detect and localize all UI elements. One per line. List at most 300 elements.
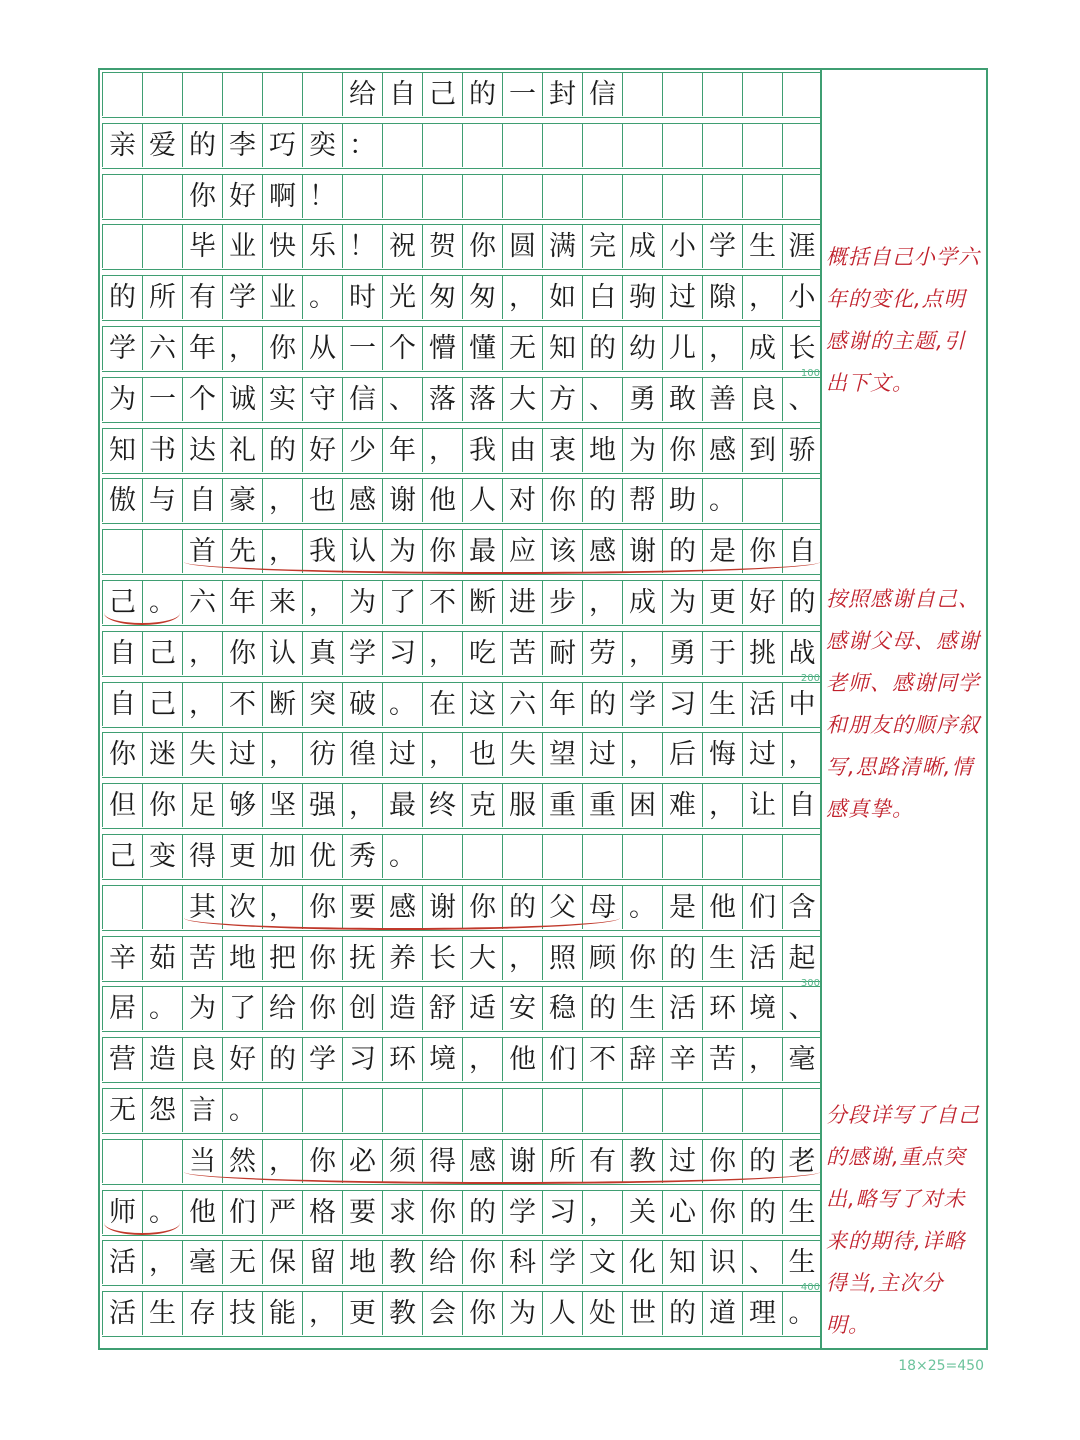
- grid-cell: 李: [222, 124, 262, 167]
- grid-row: [102, 1037, 822, 1083]
- grid-cell: 茹: [142, 937, 182, 980]
- grid-cell: 给: [262, 987, 302, 1030]
- grid-cell: 乐: [302, 225, 342, 268]
- grid-cell: 自: [182, 479, 222, 522]
- grid-cell: 好: [742, 581, 782, 624]
- grid-cell: 落: [422, 378, 462, 421]
- grid-cell: 创: [342, 987, 382, 1030]
- grid-cell: 挑: [742, 632, 782, 675]
- grid-cell: 生: [782, 1191, 822, 1234]
- grid-cell: 你: [462, 1292, 502, 1335]
- grid-cell: 加: [262, 835, 302, 878]
- grid-cell: 关: [622, 1191, 662, 1234]
- grid-cell: ，: [742, 1038, 782, 1081]
- grid-cell: [262, 1089, 302, 1132]
- grid-cell: 为: [102, 378, 142, 421]
- grid-cell: [782, 175, 822, 218]
- grid-cell: [222, 73, 262, 116]
- grid-cell: 得: [182, 835, 222, 878]
- grid-cell: 懂: [462, 327, 502, 370]
- grid-cell: [422, 835, 462, 878]
- grid-cell: 于: [702, 632, 742, 675]
- grid-cell: 地: [222, 937, 262, 980]
- grid-cell: 要: [342, 1191, 382, 1234]
- grid-cell: 断: [262, 683, 302, 726]
- grid-cell: 须: [382, 1140, 422, 1183]
- grid-cell: [702, 73, 742, 116]
- grid-cell: [462, 1089, 502, 1132]
- grid-cell: ，: [502, 937, 542, 980]
- grid-cell: [142, 175, 182, 218]
- grid-cell: [702, 175, 742, 218]
- grid-cell: 帮: [622, 479, 662, 522]
- grid-cell: 啊: [262, 175, 302, 218]
- grid-cell: 是: [662, 886, 702, 929]
- grid-cell: 心: [662, 1191, 702, 1234]
- grid-cell: 你: [222, 632, 262, 675]
- grid-cell: 步: [542, 581, 582, 624]
- grid-cell: 你: [302, 886, 342, 929]
- grid-cell: ，: [422, 429, 462, 472]
- grid-cell: ，: [262, 733, 302, 776]
- grid-cell: 照: [542, 937, 582, 980]
- char-count-marker: 200: [800, 672, 820, 684]
- grid-cell: 、: [742, 1241, 782, 1284]
- grid-cell: 生: [142, 1292, 182, 1335]
- grid-cell: ，: [182, 632, 222, 675]
- grid-cell: 贺: [422, 225, 462, 268]
- grid-cell: [102, 1140, 142, 1183]
- grid-cell: 自: [782, 530, 822, 573]
- grid-cell: [542, 175, 582, 218]
- grid-cell: 存: [182, 1292, 222, 1335]
- grid-cell: 有: [582, 1140, 622, 1183]
- grid-cell: 个: [182, 378, 222, 421]
- grid-cell: 年: [382, 429, 422, 472]
- grid-cell: [542, 835, 582, 878]
- grid-cell: 大: [462, 937, 502, 980]
- grid-cell: 不: [582, 1038, 622, 1081]
- grid-cell: [302, 1089, 342, 1132]
- grid-cell: 生: [742, 225, 782, 268]
- grid-cell: 失: [182, 733, 222, 776]
- grid-cell: 知: [102, 429, 142, 472]
- grid-cell: 格: [302, 1191, 342, 1234]
- grid-cell: 的: [102, 276, 142, 319]
- grid-cell: 你: [302, 937, 342, 980]
- grid-cell: 人: [462, 479, 502, 522]
- grid-cell: 难: [662, 784, 702, 827]
- grid-cell: 进: [502, 581, 542, 624]
- grid-cell: ，: [742, 276, 782, 319]
- grid-cell: 过: [662, 1140, 702, 1183]
- grid-cell: 光: [382, 276, 422, 319]
- grid-cell: [742, 479, 782, 522]
- grid-row: [102, 1190, 822, 1236]
- grid-cell: 环: [382, 1038, 422, 1081]
- grid-cell: 良: [742, 378, 782, 421]
- grid-cell: 在: [422, 683, 462, 726]
- grid-cell: 师: [102, 1191, 142, 1234]
- grid-cell: 习: [662, 683, 702, 726]
- grid-cell: [142, 530, 182, 573]
- grid-cell: 要: [342, 886, 382, 929]
- grid-cell: 一: [342, 327, 382, 370]
- grid-cell: ，: [422, 733, 462, 776]
- grid-cell: 的: [262, 1038, 302, 1081]
- grid-cell: 信: [342, 378, 382, 421]
- grid-cell: 学: [622, 683, 662, 726]
- grid-cell: 但: [102, 784, 142, 827]
- grid-cell: 勇: [662, 632, 702, 675]
- grid-cell: [582, 175, 622, 218]
- grid-cell: 落: [462, 378, 502, 421]
- grid-cell: [502, 835, 542, 878]
- grid-cell: [502, 124, 542, 167]
- grid-cell: 的: [582, 683, 622, 726]
- grid-cell: 处: [582, 1292, 622, 1335]
- grid-cell: 当: [182, 1140, 222, 1183]
- grid-cell: 我: [302, 530, 342, 573]
- grid-cell: 自: [102, 683, 142, 726]
- grid-cell: [542, 124, 582, 167]
- grid-cell: [462, 175, 502, 218]
- char-count-marker: 400: [800, 1282, 820, 1294]
- grid-cell: [582, 835, 622, 878]
- grid-cell: 活: [102, 1241, 142, 1284]
- grid-cell: [662, 835, 702, 878]
- grid-cell: 求: [382, 1191, 422, 1234]
- grid-cell: 。: [382, 835, 422, 878]
- grid-cell: 父: [542, 886, 582, 929]
- grid-cell: 助: [662, 479, 702, 522]
- grid-cell: 感: [702, 429, 742, 472]
- grid-cell: 适: [462, 987, 502, 1030]
- grid-cell: [142, 1140, 182, 1183]
- grid-cell: ，: [262, 479, 302, 522]
- grid-cell: 终: [422, 784, 462, 827]
- grid-cell: 所: [542, 1140, 582, 1183]
- grid-cell: [742, 175, 782, 218]
- grid-cell: 苦: [182, 937, 222, 980]
- grid-row: [102, 377, 822, 423]
- grid-cell: 过: [742, 733, 782, 776]
- grid-cell: 业: [262, 276, 302, 319]
- grid-cell: 巧: [262, 124, 302, 167]
- grid-cell: [702, 835, 742, 878]
- grid-row: [102, 783, 822, 829]
- grid-cell: 认: [262, 632, 302, 675]
- grid-cell: 习: [342, 1038, 382, 1081]
- grid-cell: 为: [382, 530, 422, 573]
- grid-cell: 感: [382, 886, 422, 929]
- grid-cell: ！: [342, 225, 382, 268]
- grid-cell: 们: [542, 1038, 582, 1081]
- grid-cell: ，: [702, 784, 742, 827]
- grid-cell: 从: [302, 327, 342, 370]
- grid-row: [102, 1291, 822, 1337]
- grid-cell: 你: [142, 784, 182, 827]
- grid-cell: 自: [782, 784, 822, 827]
- grid-cell: 真: [302, 632, 342, 675]
- grid-cell: [542, 1089, 582, 1132]
- grid-cell: 过: [582, 733, 622, 776]
- grid-cell: [622, 175, 662, 218]
- grid-cell: [662, 1089, 702, 1132]
- grid-cell: 自: [102, 632, 142, 675]
- grid-cell: 抚: [342, 937, 382, 980]
- grid-cell: 境: [422, 1038, 462, 1081]
- grid-cell: 他: [702, 886, 742, 929]
- grid-cell: 理: [742, 1292, 782, 1335]
- grid-cell: 学: [302, 1038, 342, 1081]
- grid-cell: ，: [622, 733, 662, 776]
- grid-cell: 文: [582, 1241, 622, 1284]
- grid-cell: 对: [502, 479, 542, 522]
- grid-cell: 次: [222, 886, 262, 929]
- grid-cell: 己: [142, 632, 182, 675]
- grid-cell: 你: [662, 429, 702, 472]
- grid-cell: 能: [262, 1292, 302, 1335]
- grid-row: [102, 275, 822, 321]
- margin-comment-1: 概括自己小学六年的变化,点明感谢的主题,引出下文。: [826, 245, 980, 395]
- grid-cell: 成: [622, 225, 662, 268]
- grid-cell: 六: [182, 581, 222, 624]
- grid-cell: 怨: [142, 1089, 182, 1132]
- grid-cell: 严: [262, 1191, 302, 1234]
- grid-cell: 己: [142, 683, 182, 726]
- grid-cell: 。: [782, 1292, 822, 1335]
- grid-cell: 克: [462, 784, 502, 827]
- grid-cell: ，: [622, 632, 662, 675]
- grid-size-note: 18×25=450: [898, 1358, 984, 1374]
- grid-cell: 儿: [662, 327, 702, 370]
- grid-cell: 含: [782, 886, 822, 929]
- grid-cell: 他: [502, 1038, 542, 1081]
- grid-cell: 够: [222, 784, 262, 827]
- grid-cell: 学: [102, 327, 142, 370]
- grid-cell: 习: [542, 1191, 582, 1234]
- grid-cell: 你: [302, 1140, 342, 1183]
- grid-cell: ，: [582, 581, 622, 624]
- grid-cell: 秀: [342, 835, 382, 878]
- grid-cell: 学: [502, 1191, 542, 1234]
- grid-cell: 学: [222, 276, 262, 319]
- grid-cell: 感: [462, 1140, 502, 1183]
- grid-cell: 。: [702, 479, 742, 522]
- grid-cell: 优: [302, 835, 342, 878]
- grid-cell: 小: [782, 276, 822, 319]
- grid-cell: 教: [382, 1241, 422, 1284]
- grid-cell: 你: [182, 175, 222, 218]
- grid-cell: ，: [582, 1191, 622, 1234]
- grid-row: [102, 174, 822, 220]
- grid-cell: 的: [782, 581, 822, 624]
- grid-cell: 的: [462, 1191, 502, 1234]
- grid-cell: 匆: [462, 276, 502, 319]
- grid-cell: 敢: [662, 378, 702, 421]
- grid-cell: 的: [502, 886, 542, 929]
- grid-cell: ，: [342, 784, 382, 827]
- grid-cell: 亲: [102, 124, 142, 167]
- grid-cell: 。: [142, 581, 182, 624]
- grid-cell: [782, 479, 822, 522]
- grid-cell: 起: [782, 937, 822, 980]
- grid-cell: 奕: [302, 124, 342, 167]
- grid-cell: 最: [382, 784, 422, 827]
- grid-cell: 生: [702, 937, 742, 980]
- grid-row: [102, 580, 822, 626]
- grid-cell: 辞: [622, 1038, 662, 1081]
- grid-cell: ，: [302, 581, 342, 624]
- margin-comment-3: 分段详写了自己的感谢,重点突出,略写了对未来的期待,详略得当,主次分明。: [826, 1103, 980, 1337]
- grid-cell: 诚: [222, 378, 262, 421]
- grid-cell: 生: [622, 987, 662, 1030]
- grid-cell: [422, 175, 462, 218]
- grid-cell: 更: [702, 581, 742, 624]
- grid-cell: 爱: [142, 124, 182, 167]
- grid-cell: 。: [142, 987, 182, 1030]
- grid-cell: 不: [222, 683, 262, 726]
- grid-cell: 迷: [142, 733, 182, 776]
- char-count-marker: 300: [800, 977, 820, 989]
- grid-cell: [462, 835, 502, 878]
- grid-cell: 满: [542, 225, 582, 268]
- grid-cell: 自: [382, 73, 422, 116]
- grid-cell: 时: [342, 276, 382, 319]
- grid-cell: 长: [422, 937, 462, 980]
- grid-cell: ，: [502, 276, 542, 319]
- grid-cell: 教: [622, 1140, 662, 1183]
- grid-cell: 失: [502, 733, 542, 776]
- grid-cell: 为: [182, 987, 222, 1030]
- grid-cell: ，: [142, 1241, 182, 1284]
- grid-cell: 的: [582, 479, 622, 522]
- grid-cell: ，: [182, 683, 222, 726]
- grid-cell: ，: [222, 327, 262, 370]
- grid-cell: 辛: [662, 1038, 702, 1081]
- margin-comment-2: 按照感谢自己、感谢父母、感谢老师、感谢同学和朋友的顺序叙写,思路清晰,情感真挚。: [826, 587, 980, 821]
- grid-cell: 了: [222, 987, 262, 1030]
- grid-cell: ，: [262, 1140, 302, 1183]
- grid-cell: 、: [582, 378, 622, 421]
- grid-cell: [782, 835, 822, 878]
- grid-cell: 境: [742, 987, 782, 1030]
- grid-cell: 涯: [782, 225, 822, 268]
- grid-cell: 了: [382, 581, 422, 624]
- grid-cell: 你: [422, 1191, 462, 1234]
- manuscript-grid: [102, 72, 822, 1347]
- grid-cell: 然: [222, 1140, 262, 1183]
- grid-cell: 无: [222, 1241, 262, 1284]
- grid-row: [102, 682, 822, 728]
- grid-cell: 徨: [342, 733, 382, 776]
- grid-cell: 稳: [542, 987, 582, 1030]
- grid-cell: 留: [302, 1241, 342, 1284]
- grid-cell: 你: [622, 937, 662, 980]
- grid-cell: 居: [102, 987, 142, 1030]
- grid-cell: [342, 175, 382, 218]
- grid-cell: 谢: [622, 530, 662, 573]
- grid-cell: 过: [662, 276, 702, 319]
- grid-cell: 吃: [462, 632, 502, 675]
- grid-cell: 知: [542, 327, 582, 370]
- grid-cell: ！: [302, 175, 342, 218]
- grid-cell: 苦: [702, 1038, 742, 1081]
- grid-cell: 为: [662, 581, 702, 624]
- grid-cell: 好: [222, 175, 262, 218]
- grid-cell: 重: [542, 784, 582, 827]
- grid-cell: 骄: [782, 429, 822, 472]
- grid-cell: 过: [382, 733, 422, 776]
- grid-cell: 学: [342, 632, 382, 675]
- grid-cell: 教: [382, 1292, 422, 1335]
- grid-cell: 把: [262, 937, 302, 980]
- grid-cell: 为: [502, 1292, 542, 1335]
- grid-cell: [102, 225, 142, 268]
- grid-cell: 你: [462, 1241, 502, 1284]
- grid-cell: [742, 124, 782, 167]
- grid-cell: 悔: [702, 733, 742, 776]
- grid-cell: 技: [222, 1292, 262, 1335]
- grid-cell: 。: [302, 276, 342, 319]
- grid-cell: 长: [782, 327, 822, 370]
- grid-cell: 苦: [502, 632, 542, 675]
- grid-cell: 你: [102, 733, 142, 776]
- grid-cell: [342, 1089, 382, 1132]
- grid-cell: 感: [342, 479, 382, 522]
- grid-cell: 足: [182, 784, 222, 827]
- grid-cell: 、: [782, 378, 822, 421]
- grid-cell: 保: [262, 1241, 302, 1284]
- grid-cell: 你: [462, 886, 502, 929]
- grid-cell: 望: [542, 733, 582, 776]
- grid-cell: 一: [502, 73, 542, 116]
- grid-cell: 你: [462, 225, 502, 268]
- grid-cell: [782, 124, 822, 167]
- grid-cell: 识: [702, 1241, 742, 1284]
- grid-cell: [702, 1089, 742, 1132]
- grid-cell: [142, 225, 182, 268]
- grid-cell: 学: [542, 1241, 582, 1284]
- grid-cell: 个: [382, 327, 422, 370]
- grid-cell: 礼: [222, 429, 262, 472]
- grid-cell: 活: [102, 1292, 142, 1335]
- grid-cell: 的: [582, 327, 622, 370]
- grid-cell: 让: [742, 784, 782, 827]
- grid-cell: 认: [342, 530, 382, 573]
- grid-cell: [742, 73, 782, 116]
- grid-cell: ，: [702, 327, 742, 370]
- grid-cell: 重: [582, 784, 622, 827]
- grid-cell: 老: [782, 1140, 822, 1183]
- grid-cell: 得: [422, 1140, 462, 1183]
- grid-cell: [662, 73, 702, 116]
- grid-cell: 生: [782, 1241, 822, 1284]
- grid-cell: 先: [222, 530, 262, 573]
- grid-cell: 衷: [542, 429, 582, 472]
- grid-cell: 幼: [622, 327, 662, 370]
- grid-cell: 感: [582, 530, 622, 573]
- grid-cell: 活: [662, 987, 702, 1030]
- grid-cell: 六: [142, 327, 182, 370]
- grid-cell: [622, 1089, 662, 1132]
- grid-cell: [782, 73, 822, 116]
- grid-cell: 也: [302, 479, 342, 522]
- grid-row: [102, 631, 822, 677]
- grid-cell: 方: [542, 378, 582, 421]
- grid-cell: 习: [382, 632, 422, 675]
